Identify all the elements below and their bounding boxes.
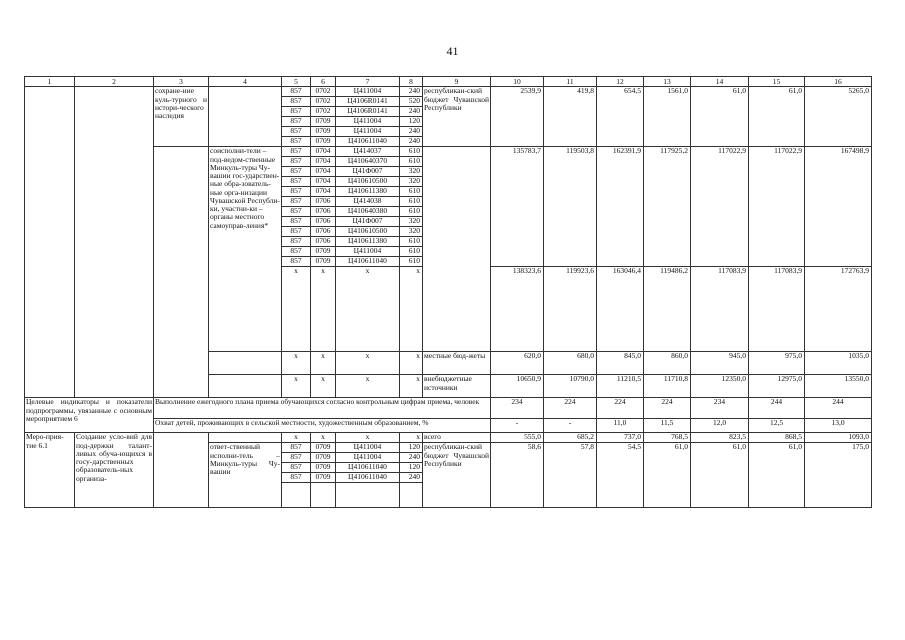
code-cell: Ц411004	[336, 87, 400, 97]
source-cell: всего	[423, 433, 491, 443]
code-cell: 520	[400, 97, 423, 107]
column-number: 10	[491, 77, 544, 87]
indicator-value: 12,5	[749, 419, 805, 433]
code-cell: 857	[282, 473, 311, 483]
indicator-value: 12,0	[691, 419, 749, 433]
code-cell: 610	[400, 147, 423, 157]
col4-blank	[209, 375, 282, 398]
col4-blank	[209, 433, 282, 443]
code-cell: Ц41Ф007	[336, 217, 400, 227]
code-blank	[400, 483, 423, 508]
indicator-value: -	[491, 419, 544, 433]
col2-blank	[75, 87, 154, 398]
code-cell: x	[336, 352, 400, 375]
code-cell: 857	[282, 127, 311, 137]
value-cell: 61,0	[749, 443, 805, 508]
column-number-row	[25, 77, 872, 87]
code-cell: 120	[400, 463, 423, 473]
column-number: 5	[282, 77, 311, 87]
code-cell: 0706	[311, 217, 336, 227]
code-cell: x	[311, 375, 336, 398]
value-cell: 117083,9	[749, 267, 805, 352]
indicator-value: 13,0	[805, 419, 872, 433]
code-blank	[282, 483, 311, 508]
column-number: 11	[544, 77, 597, 87]
code-cell: 0706	[311, 237, 336, 247]
code-cell: x	[282, 267, 311, 352]
code-cell: 240	[400, 127, 423, 137]
code-cell: x	[400, 267, 423, 352]
value-cell: 163046,4	[597, 267, 644, 352]
indicators-label: Целевые индикаторы и показатели подпрограммы, увязанные с основным мероприятием 6	[25, 398, 154, 433]
code-cell: 610	[400, 207, 423, 217]
value-cell: 167498,9	[805, 147, 872, 267]
code-blank	[336, 483, 400, 508]
value-cell: 654,5	[597, 87, 644, 147]
value-cell: 57,8	[544, 443, 597, 508]
code-cell: x	[336, 433, 400, 443]
code-cell: Ц411004	[336, 117, 400, 127]
indicator-value: 11,0	[597, 419, 644, 433]
source-blank	[423, 147, 491, 352]
indicator-text: Охват детей, проживающих в сельской местности, художественным образованием, %	[154, 419, 491, 433]
source-cell: республикан-ский бюджет Чувашской Республики	[423, 87, 491, 147]
value-cell: 868,5	[749, 433, 805, 443]
value-cell: 119923,6	[544, 267, 597, 352]
code-cell: 0709	[311, 117, 336, 127]
value-cell: 61,0	[691, 87, 749, 147]
table-row	[25, 87, 872, 97]
code-cell: 857	[282, 97, 311, 107]
code-cell: Ц410611040	[336, 463, 400, 473]
indicator-value: 234	[691, 398, 749, 419]
source-cell: республикан-ский бюджет Чувашской Республики	[423, 443, 491, 508]
value-cell: 117083,9	[691, 267, 749, 352]
code-cell: Ц4106R0141	[336, 107, 400, 117]
value-cell: 117022,9	[691, 147, 749, 267]
value-cell: 61,0	[749, 87, 805, 147]
code-cell: Ц410610500	[336, 177, 400, 187]
code-cell: 857	[282, 453, 311, 463]
code-cell: 0704	[311, 177, 336, 187]
column-number: 12	[597, 77, 644, 87]
value-cell: 135783,7	[491, 147, 544, 267]
indicator-text: Выполнение ежегодного плана приема обучающихся согласно контрольным цифрам приема, человек	[154, 398, 491, 419]
column-number: 6	[311, 77, 336, 87]
code-cell: Ц411004	[336, 247, 400, 257]
value-cell: 685,2	[544, 433, 597, 443]
value-cell: 61,0	[691, 443, 749, 508]
code-cell: 857	[282, 237, 311, 247]
code-cell: 0706	[311, 197, 336, 207]
value-cell: 5265,0	[805, 87, 872, 147]
code-cell: x	[311, 267, 336, 352]
code-cell: 610	[400, 157, 423, 167]
code-cell: x	[282, 433, 311, 443]
code-cell: x	[282, 375, 311, 398]
column-number: 15	[749, 77, 805, 87]
value-cell: 54,5	[597, 443, 644, 508]
value-cell: 117925,2	[644, 147, 691, 267]
code-cell: Ц414037	[336, 147, 400, 157]
col4-co-executors: соисполни-тели – под-ведом-ственные Минкуль-туры Чу-вашии гос-ударствен-ные обра-зователь-ные орга-низации Чувашской Республи-ки, участни-ки – органы местного самоуправ-ления*	[209, 147, 282, 352]
value-cell: 860,0	[644, 352, 691, 375]
code-cell: 0709	[311, 453, 336, 463]
code-cell: 0704	[311, 157, 336, 167]
code-cell: 0709	[311, 473, 336, 483]
code-cell: 0706	[311, 207, 336, 217]
column-number: 1	[25, 77, 75, 87]
code-cell: 0704	[311, 167, 336, 177]
code-cell: 0709	[311, 257, 336, 267]
code-cell: 0709	[311, 463, 336, 473]
code-cell: 610	[400, 187, 423, 197]
source-cell: местные бюд-жеты	[423, 352, 491, 375]
code-cell: Ц410611380	[336, 237, 400, 247]
value-cell: 945,0	[691, 352, 749, 375]
indicator-value: -	[544, 419, 597, 433]
indicator-value: 244	[749, 398, 805, 419]
code-cell: 857	[282, 197, 311, 207]
value-cell: 175,0	[805, 443, 872, 508]
code-cell: x	[400, 375, 423, 398]
column-number: 3	[154, 77, 209, 87]
value-cell: 138323,6	[491, 267, 544, 352]
budget-table	[24, 76, 872, 508]
col1-blank	[25, 87, 75, 398]
table-row	[25, 433, 872, 443]
code-cell: x	[336, 267, 400, 352]
indicator-value: 224	[544, 398, 597, 419]
code-cell: 610	[400, 247, 423, 257]
code-cell: 240	[400, 107, 423, 117]
code-cell: 0706	[311, 227, 336, 237]
code-cell: 320	[400, 177, 423, 187]
value-cell: 11210,5	[597, 375, 644, 398]
code-cell: 120	[400, 443, 423, 453]
code-cell: 857	[282, 157, 311, 167]
code-cell: 857	[282, 87, 311, 97]
code-cell: 240	[400, 87, 423, 97]
value-cell: 737,0	[597, 433, 644, 443]
code-cell: 610	[400, 197, 423, 207]
value-cell: 823,5	[691, 433, 749, 443]
code-cell: 857	[282, 443, 311, 453]
code-cell: Ц410640380	[336, 207, 400, 217]
value-cell: 1561,0	[644, 87, 691, 147]
event-label: Меро-прия-тие 6.1	[25, 433, 75, 508]
value-cell: 680,0	[544, 352, 597, 375]
value-cell: 58,6	[491, 443, 544, 508]
value-cell: 845,0	[597, 352, 644, 375]
code-cell: 320	[400, 227, 423, 237]
code-cell: 857	[282, 463, 311, 473]
column-number: 7	[336, 77, 400, 87]
value-cell: 768,5	[644, 433, 691, 443]
code-cell: 857	[282, 167, 311, 177]
code-cell: 857	[282, 147, 311, 157]
code-cell: Ц410611040	[336, 137, 400, 147]
event-name: Создание усло-вий для под-держки талант-ливых обуча-ющихся в госу-дарственных образователь-ных организа-	[75, 433, 154, 508]
code-cell: x	[311, 352, 336, 375]
code-cell: x	[400, 433, 423, 443]
value-cell: 10790,0	[544, 375, 597, 398]
column-number: 2	[75, 77, 154, 87]
code-cell: Ц411004	[336, 453, 400, 463]
code-cell: 857	[282, 137, 311, 147]
col3-heritage: сохране-ние куль-турного и истори-ческого наследия	[154, 87, 209, 147]
value-cell: 119503,8	[544, 147, 597, 267]
code-cell: Ц410611040	[336, 473, 400, 483]
code-cell: 240	[400, 453, 423, 463]
value-cell: 11710,8	[644, 375, 691, 398]
code-cell: x	[282, 352, 311, 375]
code-cell: 857	[282, 117, 311, 127]
code-cell: Ц410611380	[336, 187, 400, 197]
code-cell: x	[336, 375, 400, 398]
column-number: 9	[423, 77, 491, 87]
value-cell: 1035,0	[805, 352, 872, 375]
code-cell: 0702	[311, 87, 336, 97]
col4-blank	[209, 87, 282, 147]
code-cell: 857	[282, 227, 311, 237]
code-cell: Ц4106R0141	[336, 97, 400, 107]
code-cell: Ц410610500	[336, 227, 400, 237]
code-cell: 240	[400, 473, 423, 483]
code-cell: Ц410611040	[336, 257, 400, 267]
value-cell: 117022,9	[749, 147, 805, 267]
column-number: 13	[644, 77, 691, 87]
value-cell: 1093,0	[805, 433, 872, 443]
value-cell: 2539,9	[491, 87, 544, 147]
code-cell: 610	[400, 237, 423, 247]
value-cell: 12350,0	[691, 375, 749, 398]
code-cell: 610	[400, 257, 423, 267]
code-cell: Ц411004	[336, 443, 400, 453]
code-cell: x	[400, 352, 423, 375]
code-cell: 0704	[311, 147, 336, 157]
value-cell: 13550,0	[805, 375, 872, 398]
code-cell: 857	[282, 107, 311, 117]
indicator-value: 244	[805, 398, 872, 419]
code-cell: 857	[282, 177, 311, 187]
code-cell: Ц411004	[336, 127, 400, 137]
code-cell: 0709	[311, 247, 336, 257]
indicator-value: 224	[597, 398, 644, 419]
code-cell: 857	[282, 247, 311, 257]
code-cell: 0702	[311, 107, 336, 117]
value-cell: 119486,2	[644, 267, 691, 352]
column-number: 8	[400, 77, 423, 87]
code-cell: 857	[282, 207, 311, 217]
code-cell: Ц414038	[336, 197, 400, 207]
value-cell: 162391,9	[597, 147, 644, 267]
value-cell: 419,8	[544, 87, 597, 147]
code-cell: 120	[400, 117, 423, 127]
code-cell: 0704	[311, 187, 336, 197]
value-cell: 975,0	[749, 352, 805, 375]
value-cell: 555,0	[491, 433, 544, 443]
code-cell: 857	[282, 257, 311, 267]
code-cell: x	[311, 433, 336, 443]
code-cell: 0702	[311, 97, 336, 107]
code-cell: 0709	[311, 127, 336, 137]
value-cell: 10650,9	[491, 375, 544, 398]
col3-blank	[154, 433, 209, 508]
value-cell: 61,0	[644, 443, 691, 508]
code-cell: Ц41Ф007	[336, 167, 400, 177]
indicator-value: 224	[644, 398, 691, 419]
code-cell: 857	[282, 217, 311, 227]
value-cell: 172763,9	[805, 267, 872, 352]
code-cell: 320	[400, 217, 423, 227]
code-cell: 0709	[311, 443, 336, 453]
code-cell: 320	[400, 167, 423, 177]
indicator-value: 11,5	[644, 419, 691, 433]
value-cell: 12975,0	[749, 375, 805, 398]
col4-blank	[209, 352, 282, 375]
col4-responsible: ответ-ственный исполни-тель – Минкуль-туры Чу-вашии	[209, 443, 282, 508]
column-number: 4	[209, 77, 282, 87]
column-number: 14	[691, 77, 749, 87]
page-number: 41	[446, 44, 459, 58]
code-cell: 857	[282, 187, 311, 197]
col3-blank	[154, 147, 209, 398]
code-cell: 240	[400, 137, 423, 147]
source-cell: внебюджетные источники	[423, 375, 491, 398]
code-cell: 0709	[311, 137, 336, 147]
code-cell: Ц410640370	[336, 157, 400, 167]
indicator-value: 234	[491, 398, 544, 419]
table-row	[25, 398, 872, 419]
value-cell: 620,0	[491, 352, 544, 375]
code-blank	[311, 483, 336, 508]
column-number: 16	[805, 77, 872, 87]
